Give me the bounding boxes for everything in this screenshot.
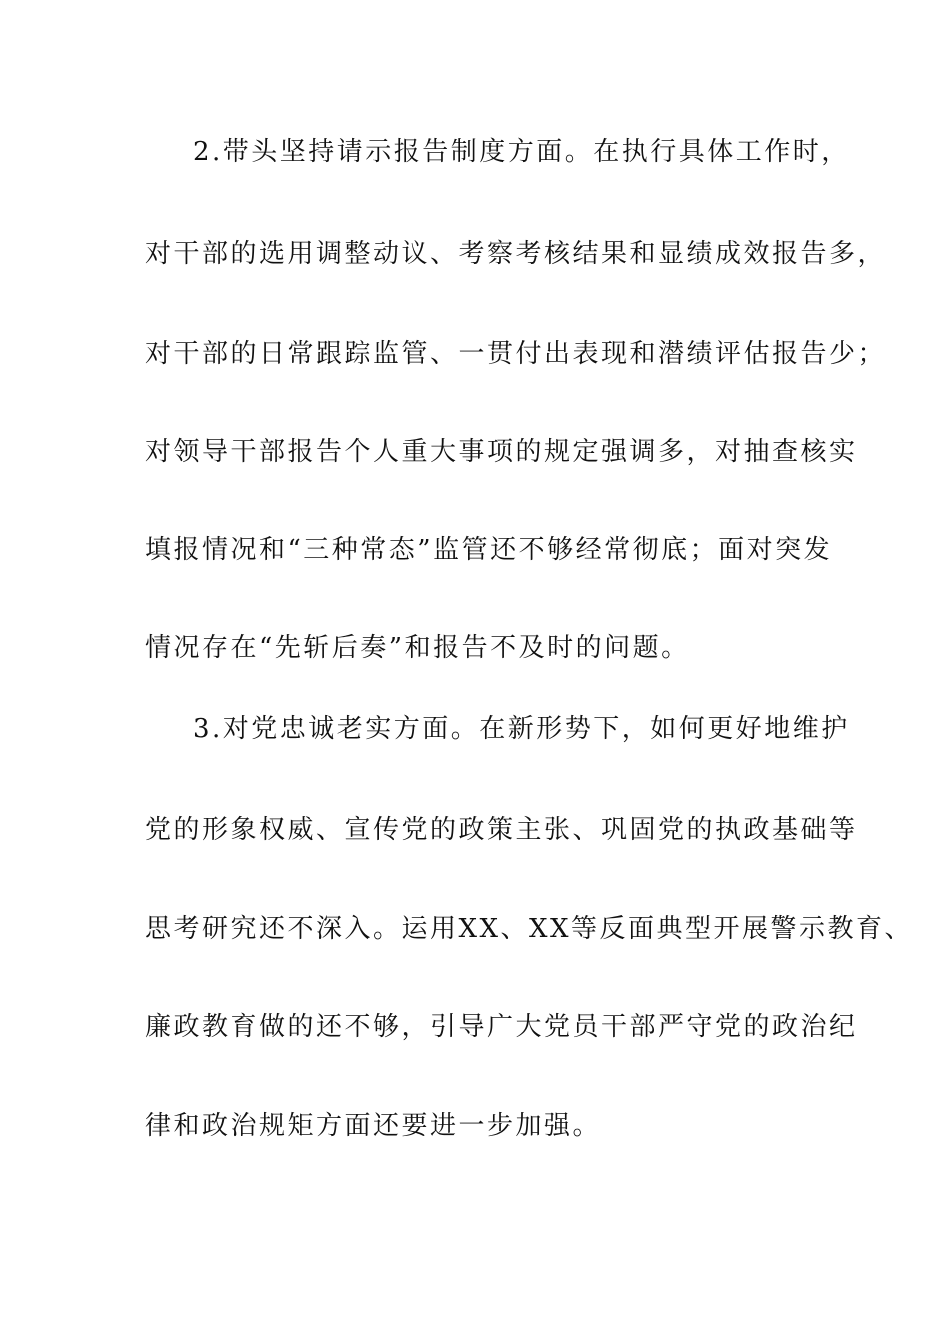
paragraph-2-line-1: 2.带头坚持请示报告制度方面。在执行具体工作时， <box>193 137 850 167</box>
paragraph-2-line-5: 填报情况和“三种常态”监管还不够经常彻底；面对突发 <box>145 535 833 565</box>
paragraph-3-line-4: 廉政教育做的还不够，引导广大党员干部严守党的政治纪 <box>145 1012 858 1042</box>
paragraph-2-line-3: 对干部的日常跟踪监管、一贯付出表现和潜绩评估报告少； <box>145 339 887 369</box>
paragraph-3-line-5: 律和政治规矩方面还要进一步加强。 <box>145 1111 602 1141</box>
paragraph-3-line-2: 党的形象权威、宣传党的政策主张、巩固党的执政基础等 <box>145 815 858 845</box>
paragraph-3-line-1: 3.对党忠诚老实方面。在新形势下，如何更好地维护 <box>193 714 850 744</box>
paragraph-2-line-4: 对领导干部报告个人重大事项的规定强调多，对抽查核实 <box>145 437 858 467</box>
paragraph-3-line-3: 思考研究还不深入。运用XX、XX等反面典型开展警示教育、 <box>145 914 914 944</box>
paragraph-2-line-6: 情况存在“先斩后奏”和报告不及时的问题。 <box>145 633 690 663</box>
paragraph-2-line-2: 对干部的选用调整动议、考察考核结果和显绩成效报告多， <box>145 239 887 269</box>
